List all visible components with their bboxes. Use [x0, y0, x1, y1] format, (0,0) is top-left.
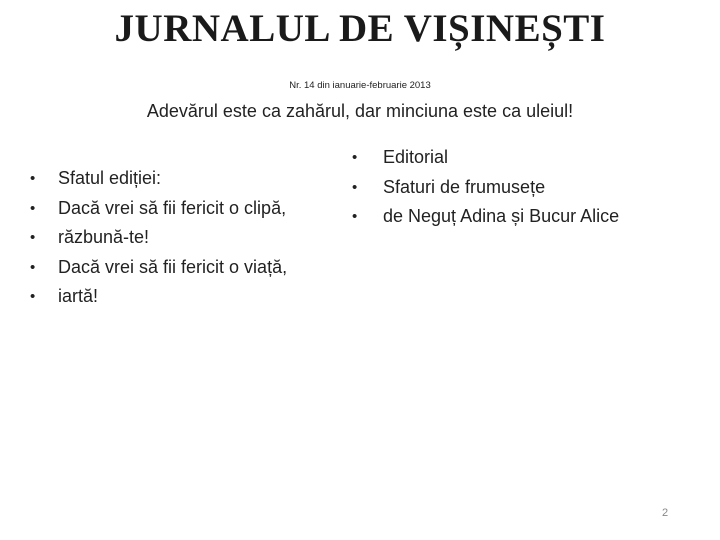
bullet-icon: • — [30, 288, 36, 305]
motto: Adevărul este ca zahărul, dar minciuna este ca uleiul! — [146, 101, 574, 121]
bullet-icon: • — [352, 178, 358, 196]
bullet-icon: • — [30, 229, 36, 246]
list-item — [30, 223, 287, 253]
right-bullet-list — [352, 143, 619, 232]
bullet-icon: • — [352, 208, 358, 225]
list-item-text: de Neguț Adina și Bucur Alice — [383, 206, 620, 226]
issue-info: Nr. 14 din ianuarie-februarie 2013 — [289, 80, 431, 91]
page-number: 2 — [662, 507, 669, 519]
bullet-icon: • — [352, 149, 358, 166]
list-item-text: Editorial — [383, 147, 449, 167]
list-item-text: răzbună-te! — [58, 227, 150, 247]
list-item — [352, 202, 619, 232]
left-bullet-list — [30, 164, 287, 312]
list-item-text: Dacă vrei să fii fericit o clipă, — [58, 197, 287, 218]
list-item — [30, 282, 287, 312]
list-item-text: Sfatul ediției: — [58, 168, 162, 188]
list-item-text: iartă! — [58, 286, 99, 306]
list-item — [352, 143, 619, 173]
list-item-text: Sfaturi de frumusețe — [383, 176, 546, 197]
list-item-text: Dacă vrei să fii fericit o viață, — [58, 256, 288, 277]
bullet-icon: • — [30, 199, 36, 217]
bullet-icon: • — [30, 258, 36, 276]
list-item — [30, 194, 287, 224]
page-title: JURNALUL DE VIȘINEȘTI — [114, 7, 606, 50]
bullet-icon: • — [30, 170, 36, 187]
list-item — [30, 164, 287, 194]
list-item — [352, 173, 619, 203]
list-item — [30, 253, 287, 283]
